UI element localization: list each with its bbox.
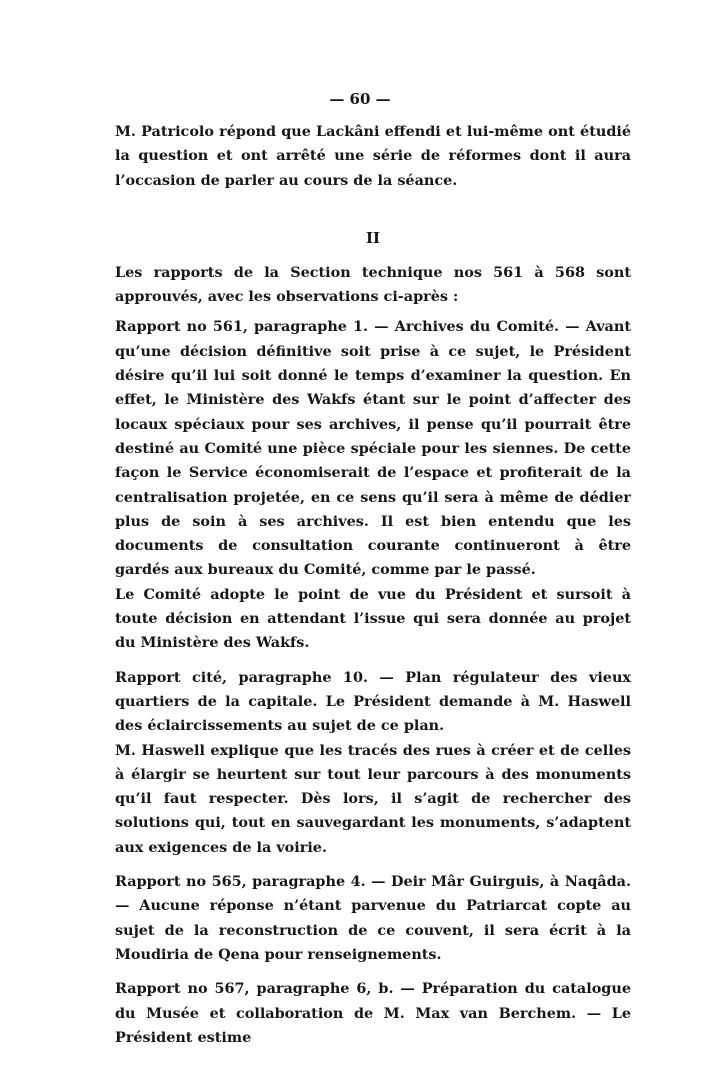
- paragraph-rapport-567-catalogue: Rapport no 567, paragraphe 6, b. — Préparation du catalogue du Musée et collaboration de M. Max van Berchem. — Le Président estime: [115, 980, 631, 1046]
- paragraph-rapport-565-deir-mar-guirguis: Rapport no 565, paragraphe 4. — Deir Mâr Guirguis, à Naqâda. — Aucune réponse n’étant parvenue du Patriarcat copte au sujet de la reconstruction de ce couvent, il sera écrit à la Moudiria de Qena pour renseignements.: [115, 873, 631, 963]
- paragraph-rapport-561-archives: Rapport no 561, paragraphe 1. — Archives du Comité. — Avant qu’une décision définitive soit prise à ce sujet, le Président désire qu’il lui soit donné le temps d’examiner la question. En effet, le Ministère des Wakfs étant sur le point d’affecter des locaux spéciaux pour ses archives, il pense qu’il pourrait être destiné au Comité une pièce spéciale pour les siennes. De cette façon le Service économiserait de l’espace et profiterait de la centralisation projetée, en ce sens qu’il sera à même de dédier plus de soin à ses archives. Il est bien entendu que les documents de consultation courante continueront à être gardés aux bureaux du Comité, comme par le passé.: [115, 318, 631, 579]
- paragraph-rapports-approuves: Les rapports de la Section technique nos 561 à 568 sont approuvés, avec les observations ci-après :: [115, 263, 631, 306]
- paragraph-haswell-explique: M. Haswell explique que les tracés des rues à créer et de celles à élargir se heurtent sur tout leur parcours à des monuments qu’il faut respecter. Dès lors, il s’agit de rechercher des solutions qui, tout en sauvegardant les monuments, s’adaptent aux exigences de la voirie.: [115, 741, 631, 856]
- paragraph-comite-adopte: Le Comité adopte le point de vue du Président et sursoit à toute décision en attendant l’issue qui sera donnée au projet du Ministère des Wakfs.: [115, 585, 631, 652]
- page-number: — 60 —: [329, 90, 391, 108]
- paragraph-patricolo: M. Patricolo répond que Lackâni effendi et lui-même ont étudié la question et ont arrêté une série de réformes dont il aura l’occasion de parler au cours de la séance.: [115, 123, 631, 189]
- body-text: [115, 120, 631, 1050]
- paragraph-plan-regulateur: Rapport cité, paragraphe 10. — Plan régulateur des vieux quartiers de la capitale. Le Président demande à M. Haswell des éclaircissements au sujet de ce plan.: [115, 668, 631, 735]
- section-heading: II: [365, 228, 381, 247]
